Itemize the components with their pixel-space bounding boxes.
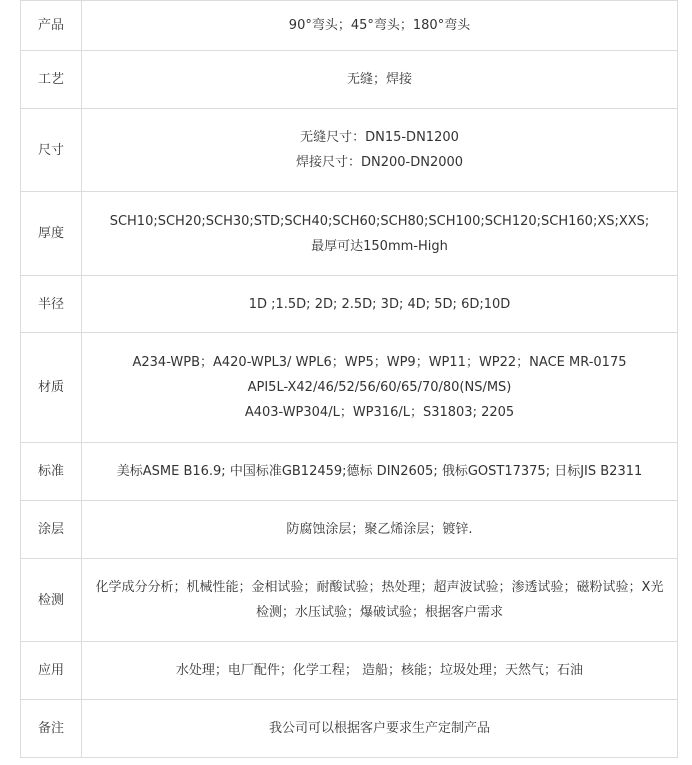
table-row [21, 276, 678, 333]
row-value [82, 333, 678, 443]
value-line: 化学成分分析；机械性能；金相试验；耐酸试验；热处理；超声波试验；渗透试验；磁粉试验；X光检测；水压试验；爆破试验；根据客户需求 [95, 580, 664, 620]
row-label: 厚度 [21, 192, 82, 276]
row-value [82, 1, 678, 51]
table-row [21, 559, 678, 642]
row-value [82, 51, 678, 109]
row-label: 工艺 [21, 51, 82, 109]
value-line: 水处理；电厂配件；化学工程； 造船；核能；垃圾处理；天然气；石油 [175, 663, 584, 678]
row-value [82, 276, 678, 333]
row-label: 应用 [21, 642, 82, 700]
table-row [21, 109, 678, 192]
table-row [21, 642, 678, 700]
value-line: 90°弯头；45°弯头；180°弯头 [288, 18, 471, 33]
table-row [21, 51, 678, 109]
value-line: 无缝；焊接 [346, 72, 412, 87]
table-row [21, 1, 678, 51]
value-line: 美标ASME B16.9; 中国标准GB12459;德标 DIN2605; 俄标GOST17375; 日标JIS B2311 [116, 464, 643, 479]
table-row [21, 501, 678, 559]
value-line: SCH10;SCH20;SCH30;STD;SCH40;SCH60;SCH80;SCH100;SCH120;SCH160;XS;XXS; [109, 213, 650, 229]
row-label: 材质 [21, 333, 82, 443]
table-row [21, 192, 678, 276]
row-value [82, 501, 678, 559]
value-line: A234-WPB；A420-WPL3/ WPL6；WP5；WP9；WP11；WP22；NACE MR-0175 [132, 355, 627, 370]
row-label: 半径 [21, 276, 82, 333]
row-value [82, 443, 678, 501]
row-value [82, 109, 678, 192]
value-line: 1D ;1.5D; 2D; 2.5D; 3D; 4D; 5D; 6D;10D [248, 296, 511, 312]
value-line: 焊接尺寸：DN200-DN2000 [295, 155, 464, 170]
row-label: 检测 [21, 559, 82, 642]
row-value [82, 559, 678, 642]
row-value [82, 700, 678, 758]
row-label: 标准 [21, 443, 82, 501]
table-row [21, 443, 678, 501]
value-line: 无缝尺寸：DN15-DN1200 [300, 130, 459, 145]
row-value [82, 192, 678, 276]
value-line: 最厚可达150mm-High [311, 238, 448, 254]
row-value [82, 642, 678, 700]
table-row [21, 333, 678, 443]
row-label: 备注 [21, 700, 82, 758]
value-line: 我公司可以根据客户要求生产定制产品 [268, 721, 490, 736]
value-line: A403-WP304/L；WP316/L；S31803; 2205 [244, 405, 515, 420]
row-label: 产品 [21, 1, 82, 51]
row-label: 尺寸 [21, 109, 82, 192]
value-line: 防腐蚀涂层；聚乙烯涂层；镀锌. [286, 522, 473, 537]
value-line: API5L-X42/46/52/56/60/65/70/80(NS/MS) [247, 380, 512, 395]
row-label: 涂层 [21, 501, 82, 559]
spec-table [20, 0, 678, 758]
table-row [21, 700, 678, 758]
